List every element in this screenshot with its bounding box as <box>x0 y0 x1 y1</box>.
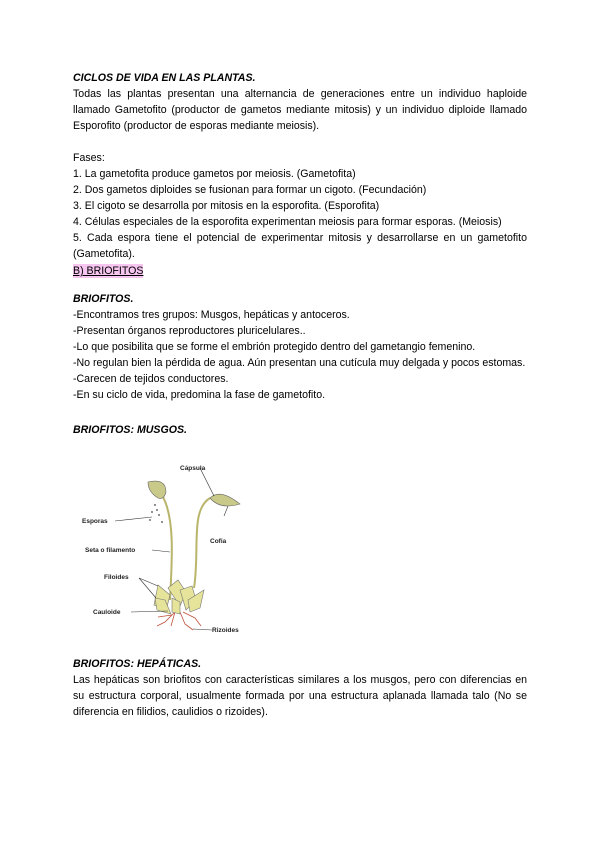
bullet-item: -Lo que posibilita que se forme el embrión protegido dentro del gametangio femenino. <box>73 341 476 353</box>
label-esporas: Esporas <box>82 518 108 525</box>
phase-item: 1. La gametofita produce gametos por meiosis. (Gametofita) <box>73 168 356 180</box>
hepaticas-paragraph: Las hepáticas son briofitos con características similares a los musgos, pero con diferencias en su estructura corporal, usualmente formada por una estructura aplanada llamada talo (No se diferencia en filidios, caulidios o rizoides). <box>73 674 527 718</box>
heading-life-cycles: CICLOS DE VIDA EN LAS PLANTAS. <box>73 72 256 84</box>
phase-item: 2. Dos gametos diploides se fusionan para formar un cigoto. (Fecundación) <box>73 184 427 196</box>
label-filoides: Filoides <box>104 574 129 581</box>
bullet-item: -Carecen de tejidos conductores. <box>73 373 229 385</box>
section-briofitos <box>73 291 527 403</box>
bullet-item: -No regulan bien la pérdida de agua. Aún presentan una cutícula muy delgada y pocos estomas. <box>73 357 526 369</box>
spores <box>149 504 163 523</box>
capsules <box>148 481 240 506</box>
phase-item: 4. Células especiales de la esporofita experimentan meiosis para formar esporas. (Meiosis) <box>73 216 502 228</box>
bullet-item: -Presentan órganos reproductores pluricelulares.. <box>73 325 306 337</box>
label-cauloide: Cauloide <box>93 609 121 616</box>
heading-hepaticas: BRIOFITOS: HEPÁTICAS. <box>73 658 202 670</box>
bullet-item: -Encontramos tres grupos: Musgos, hepáticas y antoceros. <box>73 309 350 321</box>
phases-label: Fases: <box>73 152 105 164</box>
section-briofitos-heading <box>73 263 527 279</box>
bullet-item: -En su ciclo de vida, predomina la fase de gametofito. <box>73 389 326 401</box>
section-musgos <box>73 422 527 438</box>
moss-diagram <box>60 440 300 640</box>
label-cofia: Cofia <box>210 538 227 545</box>
highlighted-heading: B) BRIOFITOS <box>73 265 144 277</box>
section-hepaticas <box>73 656 527 720</box>
leaves <box>154 580 204 614</box>
phase-item: 3. El cigoto se desarrolla por mitosis en la esporofita. (Esporofita) <box>73 200 380 212</box>
section-life-cycles <box>73 70 527 262</box>
roots <box>157 612 201 630</box>
intro-paragraph: Todas las plantas presentan una alternancia de generaciones entre un individuo haploide llamado Gametofito (productor de gametos mediante mitosis) y un individuo diploide llamado Esporofito (productor de esporas mediante meiosis). <box>73 88 527 132</box>
heading-musgos: BRIOFITOS: MUSGOS. <box>73 424 187 436</box>
heading-briofitos: BRIOFITOS. <box>73 293 134 305</box>
phase-item: 5. Cada espora tiene el potencial de experimentar mitosis y desarrollarse en un gametofito (Gametofita). <box>73 232 527 260</box>
setae <box>163 497 210 600</box>
label-seta: Seta o filamento <box>85 547 136 554</box>
label-rizoides: Rizoides <box>212 627 239 634</box>
label-capsula: Cápsula <box>180 465 206 472</box>
